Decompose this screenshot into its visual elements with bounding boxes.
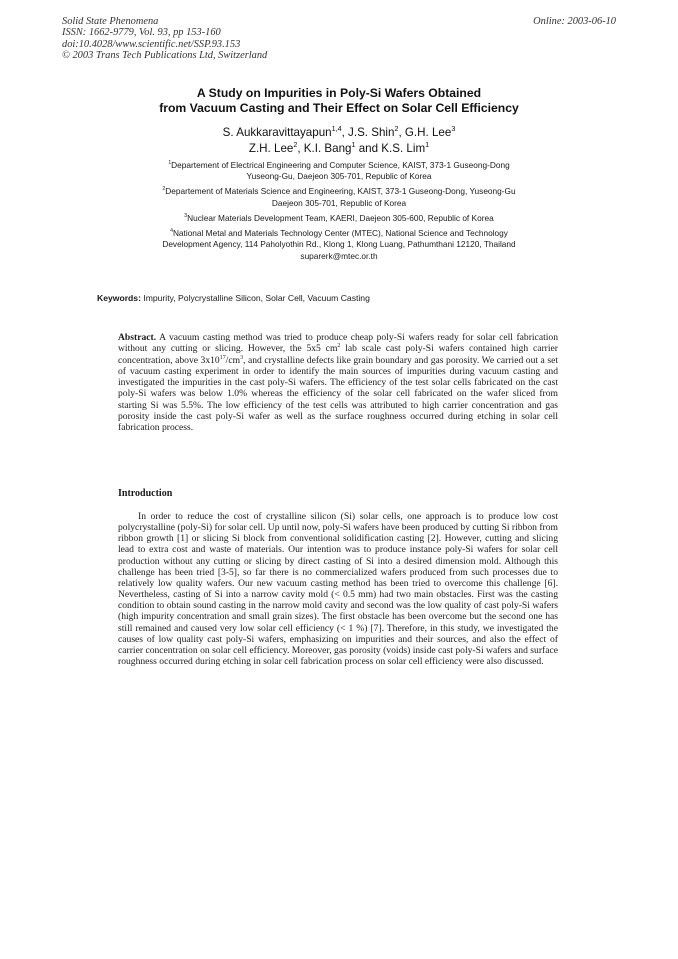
affiliation-line	[60, 228, 618, 239]
online-date: Online: 2003-06-10	[533, 16, 616, 27]
section-heading-introduction: Introduction	[118, 488, 173, 499]
author-conjunction: and	[355, 141, 382, 155]
keywords-label: Keywords:	[97, 293, 141, 303]
author-email: suparerk@mtec.or.th	[300, 251, 378, 262]
introduction-paragraph: In order to reduce the cost of crystalline silicon (Si) solar cells, one approach is to produce low cost polycrystalline (poly-Si) for solar cell. Up until now, poly-Si wafers have been produced by cutting Si ribbon from ribbon growth [1] or slicing Si block from conventional solidification casting [2]. However, cutting and slicing lead to extra cost and waste of materials. Our intention was to produce instance poly-Si wafers for solar cell production without any cutting or slicing by direct casting of Si into a desired dimension mold. Although this challenge has been tried [3-5], so far there is no commercialized wafers produced from such processes due to relatively low quality wafers. Our new vacuum casting method has been tried to overcome this challenge [6]. Nevertheless, casting of Si into a narrow cavity mold (< 0.5 mm) had two main obstacles. First was the casting condition to obtain sound casting in the narrow mold cavity and second was the low quality of cast poly-Si wafers (high impurity concentration and small grain sizes). The first obstacle has been overcome but the second one has still remained and caused very low solar cell efficiency (< 1 %) [7]. Therefore, in this study, we investigated the causes of low quality cast poly-Si wafers, emphasizing on impurities and their sources, and also the effect of carrier concentration on solar cell efficiency. Moreover, gas porosity (voids) inside cast poly-Si wafers and surface roughness occurred during etching in solar cell fabrication process on solar cell efficiency were also discussed.	[118, 511, 558, 668]
affiliation-item	[60, 186, 618, 208]
affiliation-text: Nuclear Materials Development Team, KAERI, Daejeon 305-600, Republic of Korea	[187, 212, 494, 223]
affiliation-item	[60, 160, 618, 182]
affiliation-line	[60, 213, 618, 224]
author-name: K.S. Lim	[381, 141, 426, 155]
affiliation-mark: 2	[394, 124, 399, 134]
author-name: S. Aukkaravittayapun	[222, 126, 332, 139]
affiliation-text: Departement of Electrical Engineering and Computer Science, KAIST, 373-1 Guseong-Dong	[171, 160, 510, 170]
abstract-text: A vacuum casting method was tried to produce cheap poly-Si wafers ready for solar cell fabrication without any cutting or slicing. However, the 5x5 cm	[118, 332, 558, 355]
affiliation-number: 1	[168, 160, 172, 167]
affiliation-item	[60, 228, 618, 250]
keywords-line	[97, 293, 370, 303]
affiliation-mark: 3	[451, 124, 456, 134]
abstract-label: Abstract.	[118, 332, 157, 343]
author-separator: ,	[398, 126, 405, 139]
author-name: K.I. Bang	[303, 141, 352, 155]
author-list	[60, 125, 618, 156]
author-name: J.S. Shin	[348, 126, 395, 139]
affiliation-mark: 1	[351, 139, 356, 149]
journal-header	[62, 16, 267, 62]
affiliation-text: Yuseong-Gu, Daejeon 305-701, Republic of Korea	[246, 171, 432, 182]
affiliation-text: Development Agency, 114 Paholyothin Rd., Klong 1, Klong Luang, Pathumthani 12120, Thailand	[162, 239, 516, 250]
affiliation-mark: 2	[293, 139, 298, 149]
abstract-text: , and crystalline defects like grain boundary and gas porosity. We carried out a set of vacuum casting experiment in order to identify the main sources of impurities during vacuum casting and investigated the impurities in the cast poly-Si wafers. The efficiency of the test solar cells fabricated on the cast poly-Si wafers was below 1.0% whereas the efficiency of the solar cell fabricated on the wafer sliced from starting Si was 5.5%. The low efficiency of the test cells was attributed to high carrier concentration and gas porosity inside the cast poly-Si wafer as well as the surface roughness occurred during etching in solar cell fabrication process.	[118, 354, 558, 434]
affiliation-text: Daejeon 305-701, Republic of Korea	[271, 197, 407, 208]
copyright-line: © 2003 Trans Tech Publications Ltd, Switzerland	[62, 50, 268, 62]
affiliation-text: National Metal and Materials Technology Center (MTEC), National Science and Technology	[172, 228, 508, 239]
abstract-superscript: 17	[219, 354, 226, 361]
issn-line: ISSN: 1662-9779, Vol. 93, pp 153-160	[62, 27, 221, 39]
affiliation-item	[60, 213, 618, 224]
title-line-2: from Vacuum Casting and Their Effect on Solar Cell Efficiency	[159, 101, 519, 115]
authors-line-2	[60, 141, 618, 157]
affiliation-mark: 1,4	[331, 124, 342, 134]
affiliation-mark: 1	[425, 139, 430, 149]
author-name: G.H. Lee	[404, 126, 452, 139]
author-separator: ,	[341, 126, 349, 139]
doi-line: doi:10.4028/www.scientific.net/SSP.93.153	[62, 38, 241, 50]
affiliation-number: 3	[184, 213, 188, 220]
abstract-paragraph	[118, 332, 558, 434]
abstract-superscript: 3	[240, 354, 244, 361]
keywords-text: Impurity, Polycrystalline Silicon, Solar Cell, Vacuum Casting	[140, 293, 370, 303]
abstract-text: /cm	[225, 354, 241, 366]
paper-title	[60, 86, 618, 116]
author-name: Z.H. Lee	[248, 141, 294, 155]
affiliation-list	[60, 160, 618, 263]
title-line-1: A Study on Impurities in Poly-Si Wafers Obtained	[196, 86, 482, 100]
affiliation-text: Departement of Materials Science and Engineering, KAIST, 373-1 Guseong-Dong, Yuseong-Gu	[165, 186, 516, 197]
affiliation-number: 4	[170, 228, 173, 235]
abstract-text: lab scale cast poly-Si wafers contained high carrier concentration, above 3x10	[118, 343, 558, 366]
affiliation-number: 2	[162, 186, 166, 193]
author-separator: ,	[297, 141, 304, 155]
authors-line-1	[60, 125, 618, 141]
journal-name: Solid State Phenomena	[62, 16, 159, 27]
abstract-superscript: 2	[337, 343, 341, 350]
affiliation-line	[60, 186, 618, 197]
affiliation-line	[60, 160, 618, 171]
